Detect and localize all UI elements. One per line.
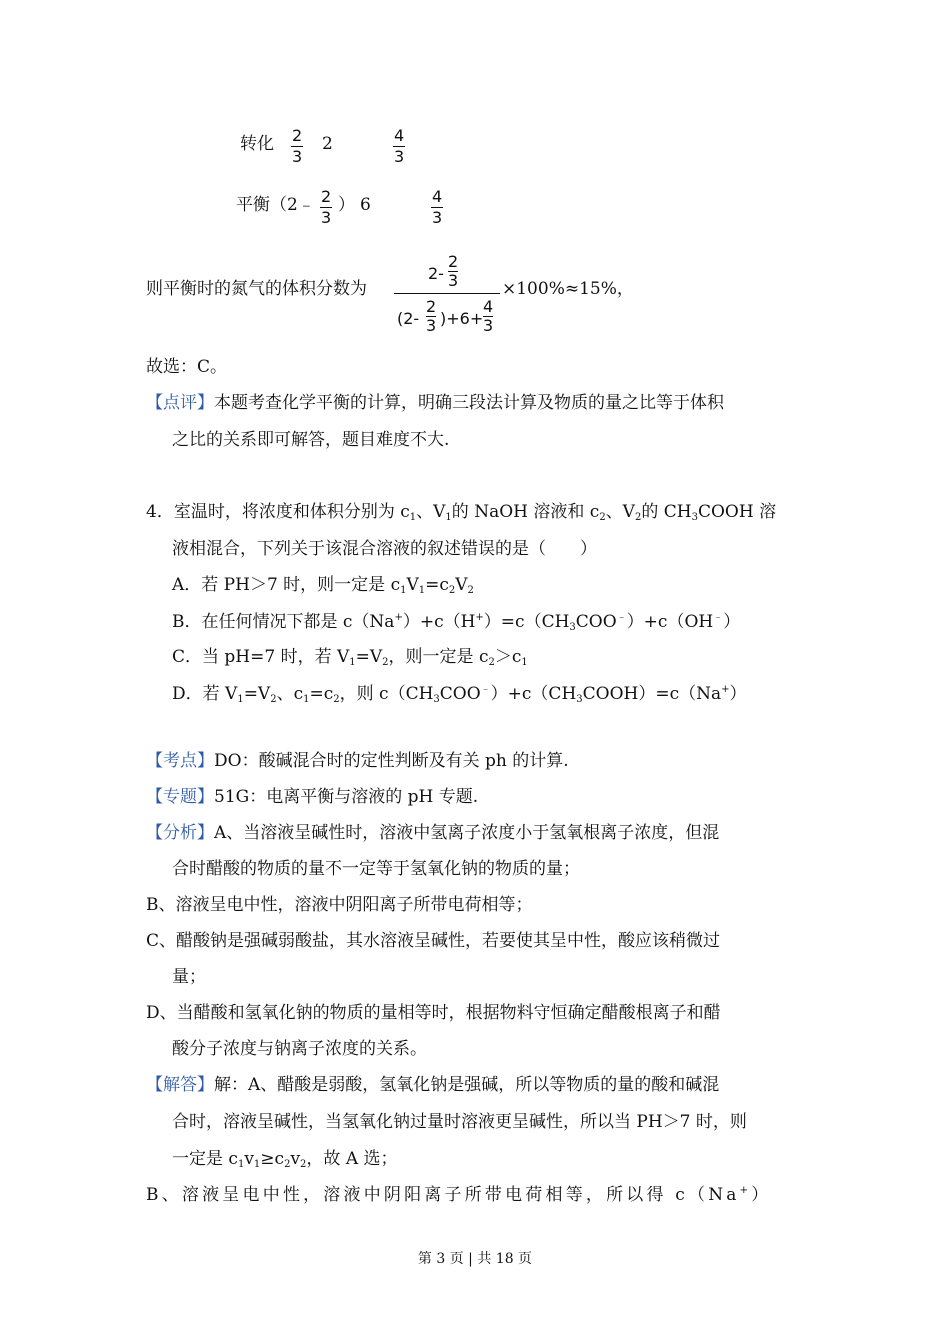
- fenxi-line-1: 【分析】A、当溶液呈碱性时，溶液中氢离子浓度小于氢氧根离子浓度，但混: [146, 823, 720, 843]
- analysis-b: B、溶液呈电中性，溶液中阴阳离子所带电荷相等；: [146, 895, 533, 915]
- denominator-fraction-a: 2 3: [426, 297, 437, 335]
- question-stem-line-2: 液相混合，下列关于该混合溶液的叙述错误的是（ ）: [172, 539, 597, 559]
- jieda-line-2: 合时，溶液呈碱性，当氢氧化钠过量时溶液更呈碱性，所以当 PH＞7 时，则: [172, 1112, 747, 1132]
- jieda-tag: 【解答】: [146, 1075, 214, 1095]
- denominator-open: (2-: [397, 309, 420, 328]
- option-b[interactable]: B．在任何情况下都是 $c(Na^+)+c(H^+)=c(CH_3COO^﹣)+c(OH^﹣)$: [172, 612, 741, 633]
- kaodian-line: 【考点】DO：酸碱混合时的定性判断及有关 ph 的计算.: [146, 751, 569, 771]
- zhuanti-tag: 【专题】: [146, 787, 214, 807]
- fraction-four-thirds: $\frac{4}{3}$: [394, 126, 405, 166]
- equilibrium-close-paren: ）: [338, 195, 355, 215]
- jieda-line-4: B、溶液呈电中性，溶液中阴阳离子所带电荷相等，所以得 c（Na+）: [146, 1185, 772, 1205]
- numerator-fraction: 2 3: [448, 252, 459, 290]
- page-footer: 第 3 页 | 共 18 页: [417, 1251, 533, 1267]
- question-number: 4．: [146, 502, 174, 522]
- numerator-main: 2-: [428, 264, 444, 283]
- conversion-row-label: 转化: [240, 134, 274, 154]
- fenxi-tag: 【分析】: [146, 823, 214, 843]
- jieda-line-1: 【解答】解：A、醋酸是弱酸，氢氧化钠是强碱，所以等物质的量的酸和碱混: [146, 1075, 720, 1095]
- equilibrium-value: 6: [360, 195, 371, 215]
- fraction-two-thirds: $\frac{2}{3}$: [321, 187, 332, 227]
- kaodian-tag: 【考点】: [146, 751, 214, 771]
- volume-fraction-result: ×100%≈15%，: [502, 279, 634, 299]
- review-tag: 【点评】: [146, 393, 214, 413]
- denominator-fraction-b: 4 3: [483, 297, 494, 335]
- review-line-1: 【点评】本题考查化学平衡的计算，明确三段法计算及物质的量之比等于体积: [146, 393, 724, 413]
- analysis-d-line-2: 酸分子浓度与钠离子浓度的关系。: [172, 1039, 427, 1059]
- denominator-mid: )+6+: [440, 309, 484, 328]
- question-stem-line-1: 4．室温时，将浓度和体积分别为 $c_1$、$V_1$的 NaOH 溶液和 $c_2$、$V_2$的 $CH_3COOH$ 溶: [146, 502, 777, 523]
- option-d[interactable]: D．若 $V_1=V_2$、$c_1=c_2$，则 $c(CH_3COO^﹣)+c(CH_3COOH)=c(Na^+)$: [172, 684, 747, 705]
- zhuanti-line: 【专题】51G：电离平衡与溶液的 pH 专题.: [146, 787, 479, 807]
- fraction-bar: [394, 293, 500, 294]
- analysis-d-line-1: D、当醋酸和氢氧化钠的物质的量相等时，根据物料守恒确定醋酸根离子和醋: [146, 1003, 721, 1023]
- equilibrium-row-label: 平衡（2﹣: [236, 195, 315, 215]
- fenxi-line-2: 合时醋酸的物质的量不一定等于氢氧化钠的物质的量；: [172, 859, 580, 879]
- fraction-four-thirds: $\frac{4}{3}$: [432, 187, 443, 227]
- volume-fraction-prefix: 则平衡时的氮气的体积分数为: [146, 279, 367, 299]
- fraction-two-thirds: $\frac{2}{3}$: [292, 126, 303, 166]
- conversion-value: 2: [322, 134, 333, 154]
- review-line-2: 之比的关系即可解答，题目难度不大.: [172, 430, 450, 450]
- jieda-line-3: 一定是 $c_1v_1\ge c_2v_2$，故 A 选；: [172, 1149, 398, 1170]
- option-a[interactable]: A．若 PH＞7 时，则一定是 $c_1V_1=c_2V_2$: [172, 575, 474, 596]
- option-c[interactable]: C．当 pH=7 时，若 $V_1=V_2$，则一定是 $c_2>c_1$: [172, 647, 528, 668]
- analysis-c-line-2: 量；: [172, 967, 206, 987]
- answer-choice: 故选：C。: [146, 357, 228, 377]
- analysis-c-line-1: C、醋酸钠是强碱弱酸盐，其水溶液呈碱性，若要使其呈中性，酸应该稍微过: [146, 931, 721, 951]
